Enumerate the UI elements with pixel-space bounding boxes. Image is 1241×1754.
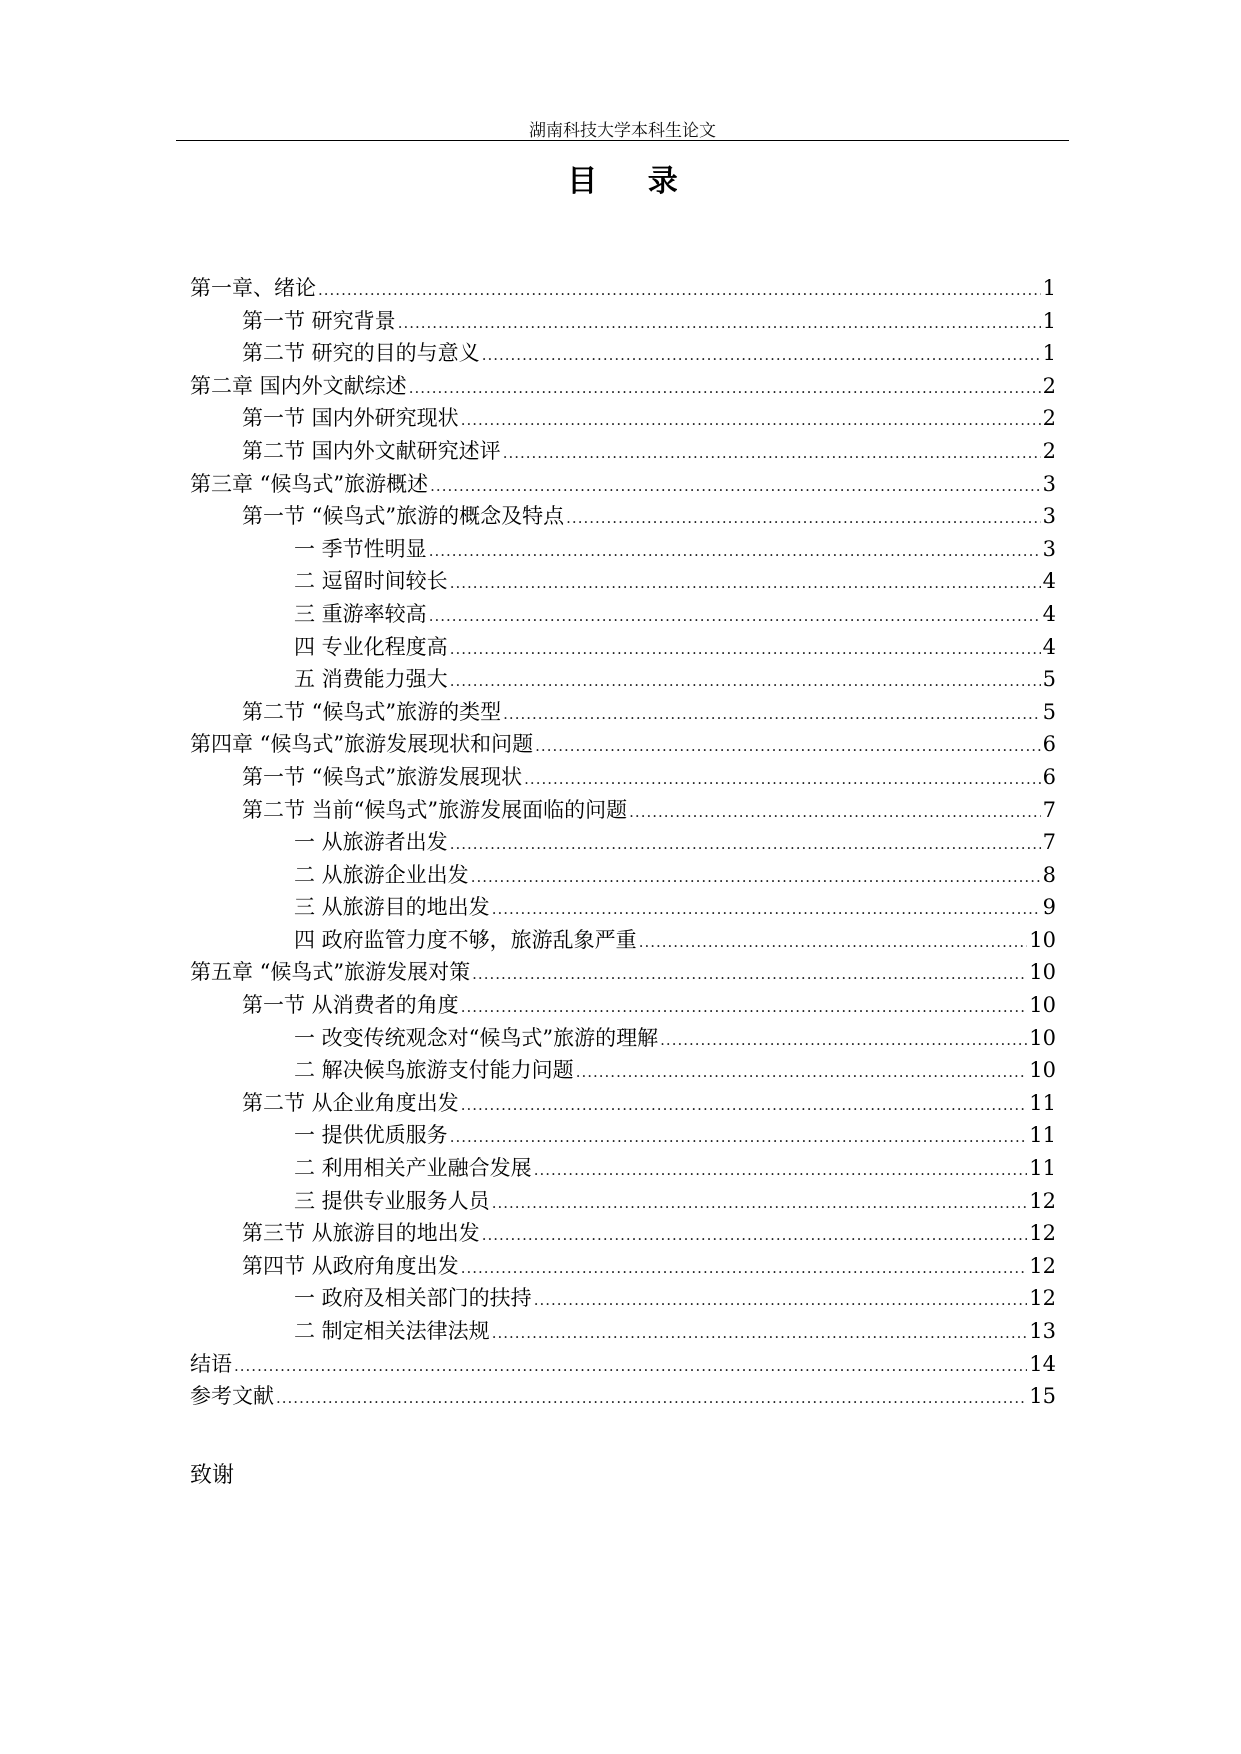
toc-entry-text: 二 从旅游企业出发 [294, 862, 469, 887]
toc-entry[interactable] [190, 761, 1056, 794]
toc-dot-leader [450, 567, 1041, 600]
toc-page-number: 12 [1029, 1286, 1056, 1311]
toc-page-number: 8 [1042, 862, 1056, 887]
toc-entry-text: 第二节 当前“候鸟式”旅游发展面临的问题 [242, 797, 628, 822]
running-header: 湖南科技大学本科生论文 [529, 121, 716, 141]
toc-entry-text: 第一章、绪论 [190, 276, 316, 300]
toc-dot-leader [639, 926, 1028, 959]
toc-dot-leader [461, 991, 1028, 1024]
toc-entry[interactable] [190, 305, 1056, 338]
toc-entry-text: 第二章 国内外文献综述 [190, 373, 407, 398]
toc-entry-text: 二 逗留时间较长 [294, 569, 448, 594]
toc-entry[interactable] [190, 1087, 1056, 1120]
toc-dot-leader [429, 535, 1041, 568]
toc-dot-leader [461, 1089, 1028, 1122]
toc-entry-text: 第一节 “候鸟式”旅游的概念及特点 [242, 504, 565, 529]
toc-entry-text: 一 改变传统观念对“候鸟式”旅游的理解 [294, 1025, 659, 1050]
toc-dot-leader [234, 1350, 1027, 1383]
toc-entry-text: 第一节 研究背景 [242, 308, 396, 333]
toc-dot-leader [660, 1024, 1027, 1057]
toc-entry[interactable] [190, 1152, 1056, 1185]
toc-page-number: 2 [1042, 438, 1056, 463]
toc-entry[interactable] [190, 728, 1056, 761]
toc-page-number: 10 [1029, 927, 1056, 952]
toc-dot-leader [482, 339, 1041, 372]
toc-entry[interactable] [190, 1250, 1056, 1283]
toc-dot-leader [629, 796, 1040, 829]
toc-page-number: 14 [1029, 1351, 1056, 1376]
toc-entry[interactable] [190, 663, 1056, 696]
toc-page-number: 6 [1042, 732, 1056, 757]
toc-dot-leader [576, 1056, 1028, 1089]
toc-page-number: 4 [1042, 569, 1056, 594]
toc-entry[interactable] [190, 826, 1056, 859]
toc-entry[interactable] [190, 468, 1056, 501]
toc-page-number: 5 [1042, 699, 1056, 724]
toc-entry-text: 第四章 “候鸟式”旅游发展现状和问题 [190, 732, 534, 757]
toc-entry[interactable] [190, 565, 1056, 598]
toc-entry[interactable] [190, 1217, 1056, 1250]
toc-dot-leader [503, 698, 1040, 731]
toc-dot-leader [534, 1154, 1028, 1187]
acknowledgement-heading[interactable]: 致谢 [190, 1463, 235, 1488]
toc-entry-text: 第一节 从消费者的角度 [242, 993, 459, 1018]
toc-dot-leader [450, 1121, 1028, 1154]
toc-entry[interactable] [190, 1054, 1056, 1087]
toc-entry-text: 二 利用相关产业融合发展 [294, 1156, 532, 1181]
toc-entry-text: 第五章 “候鸟式”旅游发展对策 [190, 960, 471, 985]
toc-dot-leader [398, 307, 1041, 340]
toc-dot-leader [450, 633, 1041, 666]
toc-entry-text: 第三节 从旅游目的地出发 [242, 1221, 480, 1246]
toc-entry[interactable] [190, 989, 1056, 1022]
toc-dot-leader [534, 1284, 1028, 1317]
toc-entry-text: 三 从旅游目的地出发 [294, 895, 490, 920]
toc-list [190, 272, 1056, 1413]
toc-page-number: 10 [1029, 993, 1056, 1018]
toc-dot-leader [566, 502, 1040, 535]
toc-entry-text: 二 解决候鸟旅游支付能力问题 [294, 1058, 574, 1083]
toc-page-number: 12 [1029, 1253, 1056, 1278]
toc-page-number: 12 [1029, 1188, 1056, 1213]
toc-entry[interactable] [190, 435, 1056, 468]
toc-entry-text: 第二节 研究的目的与意义 [242, 341, 480, 366]
toc-entry[interactable] [190, 891, 1056, 924]
toc-entry[interactable] [190, 272, 1056, 305]
toc-page-number: 11 [1029, 1123, 1056, 1148]
toc-entry[interactable] [190, 924, 1056, 957]
toc-page-number: 9 [1042, 895, 1056, 920]
toc-entry[interactable] [190, 1022, 1056, 1055]
toc-page-number: 2 [1042, 406, 1056, 431]
toc-dot-leader [429, 600, 1041, 633]
toc-entry-text: 四 专业化程度高 [294, 634, 448, 659]
toc-entry-text: 三 重游率较高 [294, 601, 427, 626]
toc-entry-text: 一 政府及相关部门的扶持 [294, 1286, 532, 1311]
toc-entry[interactable] [190, 1282, 1056, 1315]
toc-page-number: 3 [1042, 471, 1056, 496]
toc-dot-leader [276, 1382, 1027, 1415]
toc-dot-leader [524, 763, 1040, 796]
toc-entry-text: 四 政府监管力度不够，旅游乱象严重 [294, 927, 637, 952]
toc-entry[interactable] [190, 1185, 1056, 1218]
toc-entry-text: 五 消费能力强大 [294, 667, 448, 692]
toc-dot-leader [450, 665, 1041, 698]
toc-entry[interactable] [190, 1119, 1056, 1152]
toc-page-number: 15 [1029, 1384, 1056, 1409]
toc-page-number: 11 [1029, 1090, 1056, 1115]
toc-dot-leader [471, 861, 1041, 894]
toc-dot-leader [482, 1219, 1028, 1252]
toc-page-number: 12 [1029, 1221, 1056, 1246]
toc-page-number: 3 [1042, 536, 1056, 561]
toc-dot-leader [461, 404, 1041, 437]
toc-entry[interactable] [190, 370, 1056, 403]
toc-dot-leader [461, 1252, 1028, 1285]
toc-entry-text: 一 季节性明显 [294, 536, 427, 561]
toc-page-number: 3 [1042, 504, 1056, 529]
toc-page-number: 10 [1029, 960, 1056, 985]
toc-entry[interactable] [190, 1348, 1056, 1381]
toc-title: 目 录 [567, 164, 698, 199]
toc-entry[interactable] [190, 696, 1056, 729]
toc-entry-text: 第四节 从政府角度出发 [242, 1253, 459, 1278]
toc-entry-text: 三 提供专业服务人员 [294, 1188, 490, 1213]
toc-entry[interactable] [190, 337, 1056, 370]
header-rule [176, 140, 1069, 141]
toc-entry-text: 第三章 “候鸟式”旅游概述 [190, 471, 429, 496]
toc-entry[interactable] [190, 402, 1056, 435]
toc-dot-leader [503, 437, 1041, 470]
toc-page-number: 4 [1042, 601, 1056, 626]
toc-page-number: 1 [1042, 276, 1056, 300]
toc-entry-text: 第一节 国内外研究现状 [242, 406, 459, 431]
toc-entry-text: 第一节 “候鸟式”旅游发展现状 [242, 764, 523, 789]
toc-entry[interactable] [190, 500, 1056, 533]
toc-entry-text: 一 提供优质服务 [294, 1123, 448, 1148]
toc-dot-leader [492, 1187, 1028, 1220]
toc-entry[interactable] [190, 956, 1056, 989]
toc-page-number: 4 [1042, 634, 1056, 659]
toc-entry[interactable] [190, 794, 1056, 827]
toc-page-number: 11 [1029, 1156, 1056, 1181]
toc-entry-text: 第二节 从企业角度出发 [242, 1090, 459, 1115]
toc-dot-leader [430, 470, 1040, 503]
toc-entry-text: 结语 [190, 1351, 232, 1376]
toc-entry-text: 二 制定相关法律法规 [294, 1319, 490, 1343]
toc-page-number: 13 [1029, 1319, 1056, 1343]
toc-page-number: 6 [1042, 764, 1056, 789]
toc-entry[interactable] [190, 859, 1056, 892]
toc-entry-text: 一 从旅游者出发 [294, 830, 448, 855]
toc-entry[interactable] [190, 631, 1056, 664]
toc-entry[interactable] [190, 533, 1056, 566]
toc-page-number: 1 [1042, 308, 1056, 333]
toc-page-number: 7 [1042, 830, 1056, 855]
toc-dot-leader [472, 958, 1027, 991]
toc-dot-leader [535, 730, 1040, 763]
toc-page-number: 10 [1029, 1025, 1056, 1050]
toc-entry-text: 参考文献 [190, 1384, 274, 1409]
toc-entry-text: 第二节 国内外文献研究述评 [242, 438, 501, 463]
toc-page-number: 2 [1042, 373, 1056, 398]
toc-entry[interactable] [190, 1315, 1056, 1348]
toc-page-number: 7 [1042, 797, 1056, 822]
toc-entry[interactable] [190, 1380, 1056, 1413]
toc-dot-leader [450, 828, 1041, 861]
toc-dot-leader [492, 1317, 1028, 1350]
toc-entry[interactable] [190, 598, 1056, 631]
toc-page-number: 1 [1042, 341, 1056, 366]
toc-page-number: 5 [1042, 667, 1056, 692]
toc-dot-leader [409, 372, 1041, 405]
toc-dot-leader [318, 274, 1041, 307]
toc-entry-text: 第二节 “候鸟式”旅游的类型 [242, 699, 502, 724]
toc-dot-leader [492, 893, 1041, 926]
toc-page-number: 10 [1029, 1058, 1056, 1083]
